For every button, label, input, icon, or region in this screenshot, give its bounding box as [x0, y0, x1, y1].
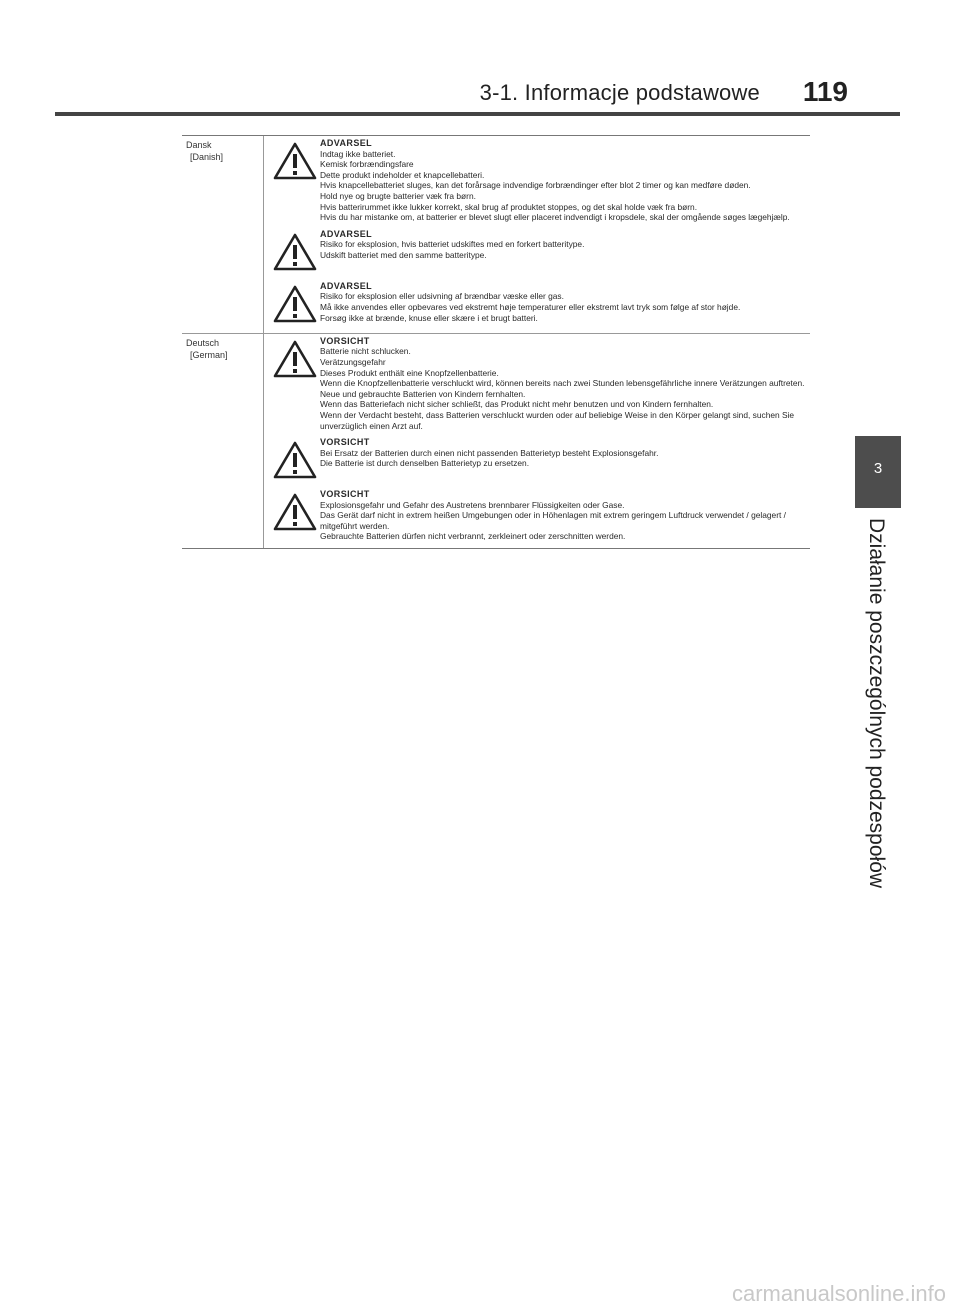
- warning-text: [320, 281, 810, 323]
- page-number: 119: [802, 76, 848, 107]
- warning-line: Hold nye og brugte batterier væk fra børn.: [320, 190, 476, 201]
- warning-line: Kemisk forbrændingsfare: [320, 159, 414, 170]
- warning-line: Die Batterie ist durch denselben Batterietyp zu ersetzen.: [320, 458, 530, 469]
- warning-triangle-icon: [273, 285, 317, 323]
- warning-line: Forsøg ikke at brænde, knuse eller skære i et brugt batteri.: [320, 312, 538, 323]
- language-cell: [182, 334, 264, 548]
- warning-block: [265, 229, 810, 275]
- warning-text: [320, 336, 810, 431]
- warning-heading: ADVARSEL: [320, 228, 373, 239]
- warning-heading: VORSICHT: [320, 437, 370, 448]
- warning-text: [320, 489, 810, 542]
- warning-triangle-icon: [273, 142, 317, 180]
- warning-text: [320, 437, 810, 469]
- chapter-number: 3: [873, 460, 883, 477]
- warning-text: [320, 229, 810, 261]
- warning-triangle-icon: [273, 441, 317, 479]
- warning-line: Udskift batteriet med den samme batteritype.: [320, 249, 487, 260]
- language-alias: [German]: [190, 349, 228, 360]
- chapter-caption-text: Działanie poszczególnych podzespołów: [865, 518, 888, 889]
- header-rule: [55, 112, 900, 116]
- warning-line: Risiko for eksplosion eller udsivning af brændbar væske eller gas.: [320, 291, 564, 302]
- warning-line: Neue und gebrauchte Batterien von Kindern fernhalten.: [320, 388, 526, 399]
- warning-line: Batterie nicht schlucken.: [320, 346, 411, 357]
- warning-block: [265, 138, 810, 223]
- battery-warning-table: [182, 135, 810, 549]
- language-name: Dansk: [186, 140, 212, 150]
- language-row: [182, 334, 810, 548]
- warning-line: Wenn das Batteriefach nicht sicher schließt, das Produkt nicht mehr benutzen und von Kindern fernhalten.: [320, 399, 714, 410]
- warning-line: Explosionsgefahr und Gefahr des Austretens brennbarer Flüssigkeiten oder Gase.: [320, 499, 625, 510]
- warning-text: [320, 138, 810, 223]
- warning-heading: ADVARSEL: [320, 138, 373, 148]
- warning-line: Verätzungsgefahr: [320, 356, 386, 367]
- warning-line: Indtag ikke batteriet.: [320, 148, 396, 159]
- warning-line: Hvis batterirummet ikke lukker korrekt, skal brug af produktet stoppes, og det skal holde væk fra børn.: [320, 201, 698, 212]
- chapter-caption: [864, 518, 892, 889]
- warning-heading: VORSICHT: [320, 489, 370, 500]
- watermark: carmanualsonline.info: [731, 1281, 946, 1306]
- warning-line: Dette produkt indeholder et knapcellebatteri.: [320, 169, 485, 180]
- warning-block: [265, 489, 810, 542]
- warning-triangle-icon: [273, 233, 317, 271]
- warning-block: [265, 281, 810, 327]
- language-row: [182, 136, 810, 334]
- warning-triangle-icon: [273, 493, 317, 531]
- chapter-tab: [855, 436, 901, 508]
- language-alias: [Danish]: [190, 152, 224, 162]
- warning-heading: VORSICHT: [320, 335, 370, 346]
- language-cell: [182, 136, 264, 333]
- warning-block: [265, 437, 810, 483]
- warning-line: Das Gerät darf nicht in extrem heißen Umgebungen oder in Höhenlagen mit extrem geringem Luftdruck verwendet / gelagert / mitgeführt werden.: [320, 510, 786, 531]
- warning-line: Risiko for eksplosion, hvis batteriet udskiftes med en forkert batteritype.: [320, 239, 585, 250]
- warning-line: Wenn der Verdacht besteht, dass Batterien verschluckt wurden oder auf beliebige Weise in den Körper gelangt sind, suchen Sie unverzüglich einen Arzt auf.: [320, 409, 795, 431]
- page-header: [0, 78, 960, 112]
- warning-block: [265, 336, 810, 431]
- warning-list: [265, 334, 810, 548]
- warning-line: Hvis knapcellebatteriet sluges, kan det forårsage indvendige forbrændinger efter blot 2 timer og kan medføre døden.: [320, 180, 751, 191]
- warning-line: Må ikke anvendes eller opbevares ved ekstremt høje temperaturer eller ekstremt lavt tryk som følge af stor højde.: [320, 301, 741, 312]
- language-name: Deutsch: [186, 337, 220, 348]
- warning-list: [265, 136, 810, 333]
- warning-triangle-icon: [273, 340, 317, 378]
- warning-line: Hvis du har mistanke om, at batterier er blevet slugt eller placeret indvendigt i kropsdele, skal der omgående søges lægehjælp.: [320, 212, 790, 223]
- warning-heading: ADVARSEL: [320, 280, 373, 291]
- warning-line: Wenn die Knopfzellenbatterie verschluckt wird, können bereits nach zwei Stunden lebensgefährliche innere Verätzungen auftreten.: [320, 378, 805, 389]
- section-title: 3-1. Informacje podstawowe: [479, 80, 760, 105]
- warning-line: Gebrauchte Batterien dürfen nicht verbrannt, zerkleinert oder zerschnitten werden.: [320, 531, 626, 542]
- warning-line: Dieses Produkt enthält eine Knopfzellenbatterie.: [320, 367, 499, 378]
- warning-line: Bei Ersatz der Batterien durch einen nicht passenden Batterietyp besteht Explosionsgefahr.: [320, 447, 659, 458]
